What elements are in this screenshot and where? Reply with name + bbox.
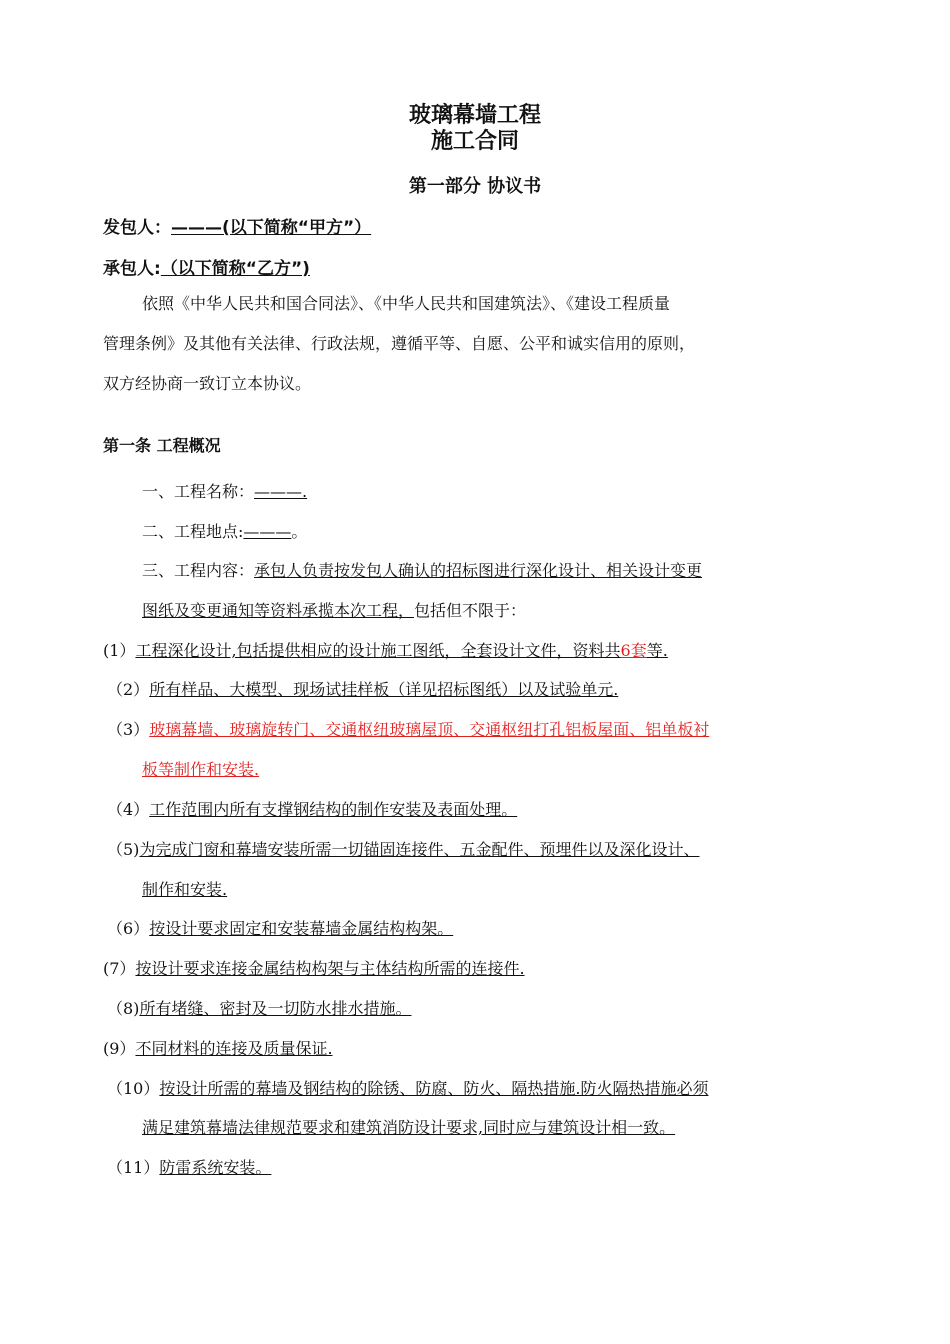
scope-item-11-text: 防雷系统安装。 <box>159 1158 272 1177</box>
scope-item-1-num: (1） <box>103 641 136 660</box>
scope-item-3-num: （3） <box>107 720 150 739</box>
intro-line-1: 依照《中华人民共和国合同法》、《中华人民共和国建筑法》、《建设工程质量 <box>142 294 671 313</box>
part-heading: 第一部分 协议书 <box>408 176 542 197</box>
scope-item-9 <box>103 1036 333 1059</box>
scope-item-8-text: 所有堵缝、密封及一切防水排水措施。 <box>139 999 412 1018</box>
item-project-content-line2 <box>142 598 526 621</box>
item-project-content-value-1: 承包人负责按发包人确认的招标图进行深化设计、相关设计变更 <box>254 561 703 580</box>
item-project-location-label: 二、工程地点: <box>142 522 244 541</box>
item-project-location-value: ——— <box>243 522 292 541</box>
item-project-location <box>142 519 307 542</box>
scope-item-10-line2 <box>142 1115 675 1138</box>
contractor-label: 承包人: <box>103 259 161 279</box>
scope-item-1 <box>103 638 668 661</box>
employer-value: ———(以下简称“甲方”） <box>171 218 372 238</box>
scope-item-2-text: 所有样品、大模型、现场试挂样板（详见招标图纸）以及试验单元. <box>149 680 619 699</box>
scope-item-11 <box>107 1155 271 1178</box>
scope-item-5-line2 <box>142 877 227 900</box>
article-1-heading: 第一条 工程概况 <box>103 436 221 455</box>
scope-item-1-text-a: 工程深化设计,包括提供相应的设计施工图纸，全套设计文件，资料共 <box>135 641 621 660</box>
item-project-name-value: ———. <box>254 482 308 501</box>
scope-item-4-num: （4） <box>107 800 150 819</box>
scope-item-7-text: 按设计要求连接金属结构构架与主体结构所需的连接件. <box>135 959 525 978</box>
scope-item-3-text-1: 玻璃幕墙、玻璃旋转门、交通枢纽玻璃屋顶、交通枢纽打孔铝板屋面、铝单板衬 <box>149 720 710 739</box>
scope-item-9-text: 不同材料的连接及质量保证. <box>135 1039 333 1058</box>
employer-label: 发包人： <box>103 218 171 238</box>
scope-item-10-text-1: 按设计所需的幕墙及钢结构的除锈、防腐、防火、隔热措施.防火隔热措施必须 <box>159 1079 709 1098</box>
scope-item-10-line1 <box>107 1076 708 1099</box>
scope-item-5-line1 <box>107 837 699 860</box>
scope-item-8-num: （8) <box>107 999 140 1018</box>
scope-item-6-text: 按设计要求固定和安装幕墙金属结构构架。 <box>149 919 454 938</box>
scope-item-3-line2 <box>142 757 259 780</box>
item-project-name <box>142 479 307 502</box>
employer-line <box>103 213 371 238</box>
intro-line-2: 管理条例》及其他有关法律、行政法规，遵循平等、自愿、公平和诚实信用的原则， <box>103 334 696 353</box>
item-project-location-end: 。 <box>291 522 308 541</box>
scope-item-8 <box>107 996 411 1019</box>
item-project-content-tail: 包括但不限于： <box>414 601 527 620</box>
scope-item-2-num: （2） <box>107 680 150 699</box>
document-title-line1: 玻璃幕墙工程 <box>408 103 541 128</box>
scope-item-4-text: 工作范围内所有支撑钢结构的制作安装及表面处理。 <box>149 800 518 819</box>
item-project-content-line1 <box>142 558 702 581</box>
scope-item-10-num: （10） <box>107 1079 160 1098</box>
contractor-value: （以下简称“乙方”) <box>160 259 310 279</box>
intro-line-3: 双方经协商一致订立本协议。 <box>103 374 312 393</box>
scope-item-7 <box>103 956 525 979</box>
scope-item-5-text-1: 为完成门窗和幕墙安装所需一切锚固连接件、五金配件、预埋件以及深化设计、 <box>139 840 700 859</box>
scope-item-1-text-b: 等. <box>646 641 668 660</box>
scope-item-5-num: （5) <box>107 840 140 859</box>
item-project-content-value-2: 图纸及变更通知等资料承揽本次工程， <box>142 601 415 620</box>
scope-item-6 <box>107 916 453 939</box>
item-project-name-label: 一、工程名称： <box>142 482 255 501</box>
document-title-line2: 施工合同 <box>430 129 519 154</box>
scope-item-9-num: (9） <box>103 1039 136 1058</box>
scope-item-3-line1 <box>107 717 709 740</box>
item-project-content-label: 三、工程内容： <box>142 561 255 580</box>
scope-item-10-text-2: 满足建筑幕墙法律规范要求和建筑消防设计要求,同时应与建筑设计相一致。 <box>142 1118 676 1137</box>
scope-item-6-num: （6） <box>107 919 150 938</box>
scope-item-11-num: （11） <box>107 1158 160 1177</box>
scope-item-3-text-2: 板等制作和安装. <box>142 760 260 779</box>
scope-item-7-num: (7） <box>103 959 136 978</box>
scope-item-4 <box>107 797 517 820</box>
scope-item-2 <box>107 677 618 700</box>
contractor-line <box>103 254 310 279</box>
scope-item-5-text-2: 制作和安装. <box>142 880 228 899</box>
scope-item-1-count: 6套 <box>620 641 647 660</box>
